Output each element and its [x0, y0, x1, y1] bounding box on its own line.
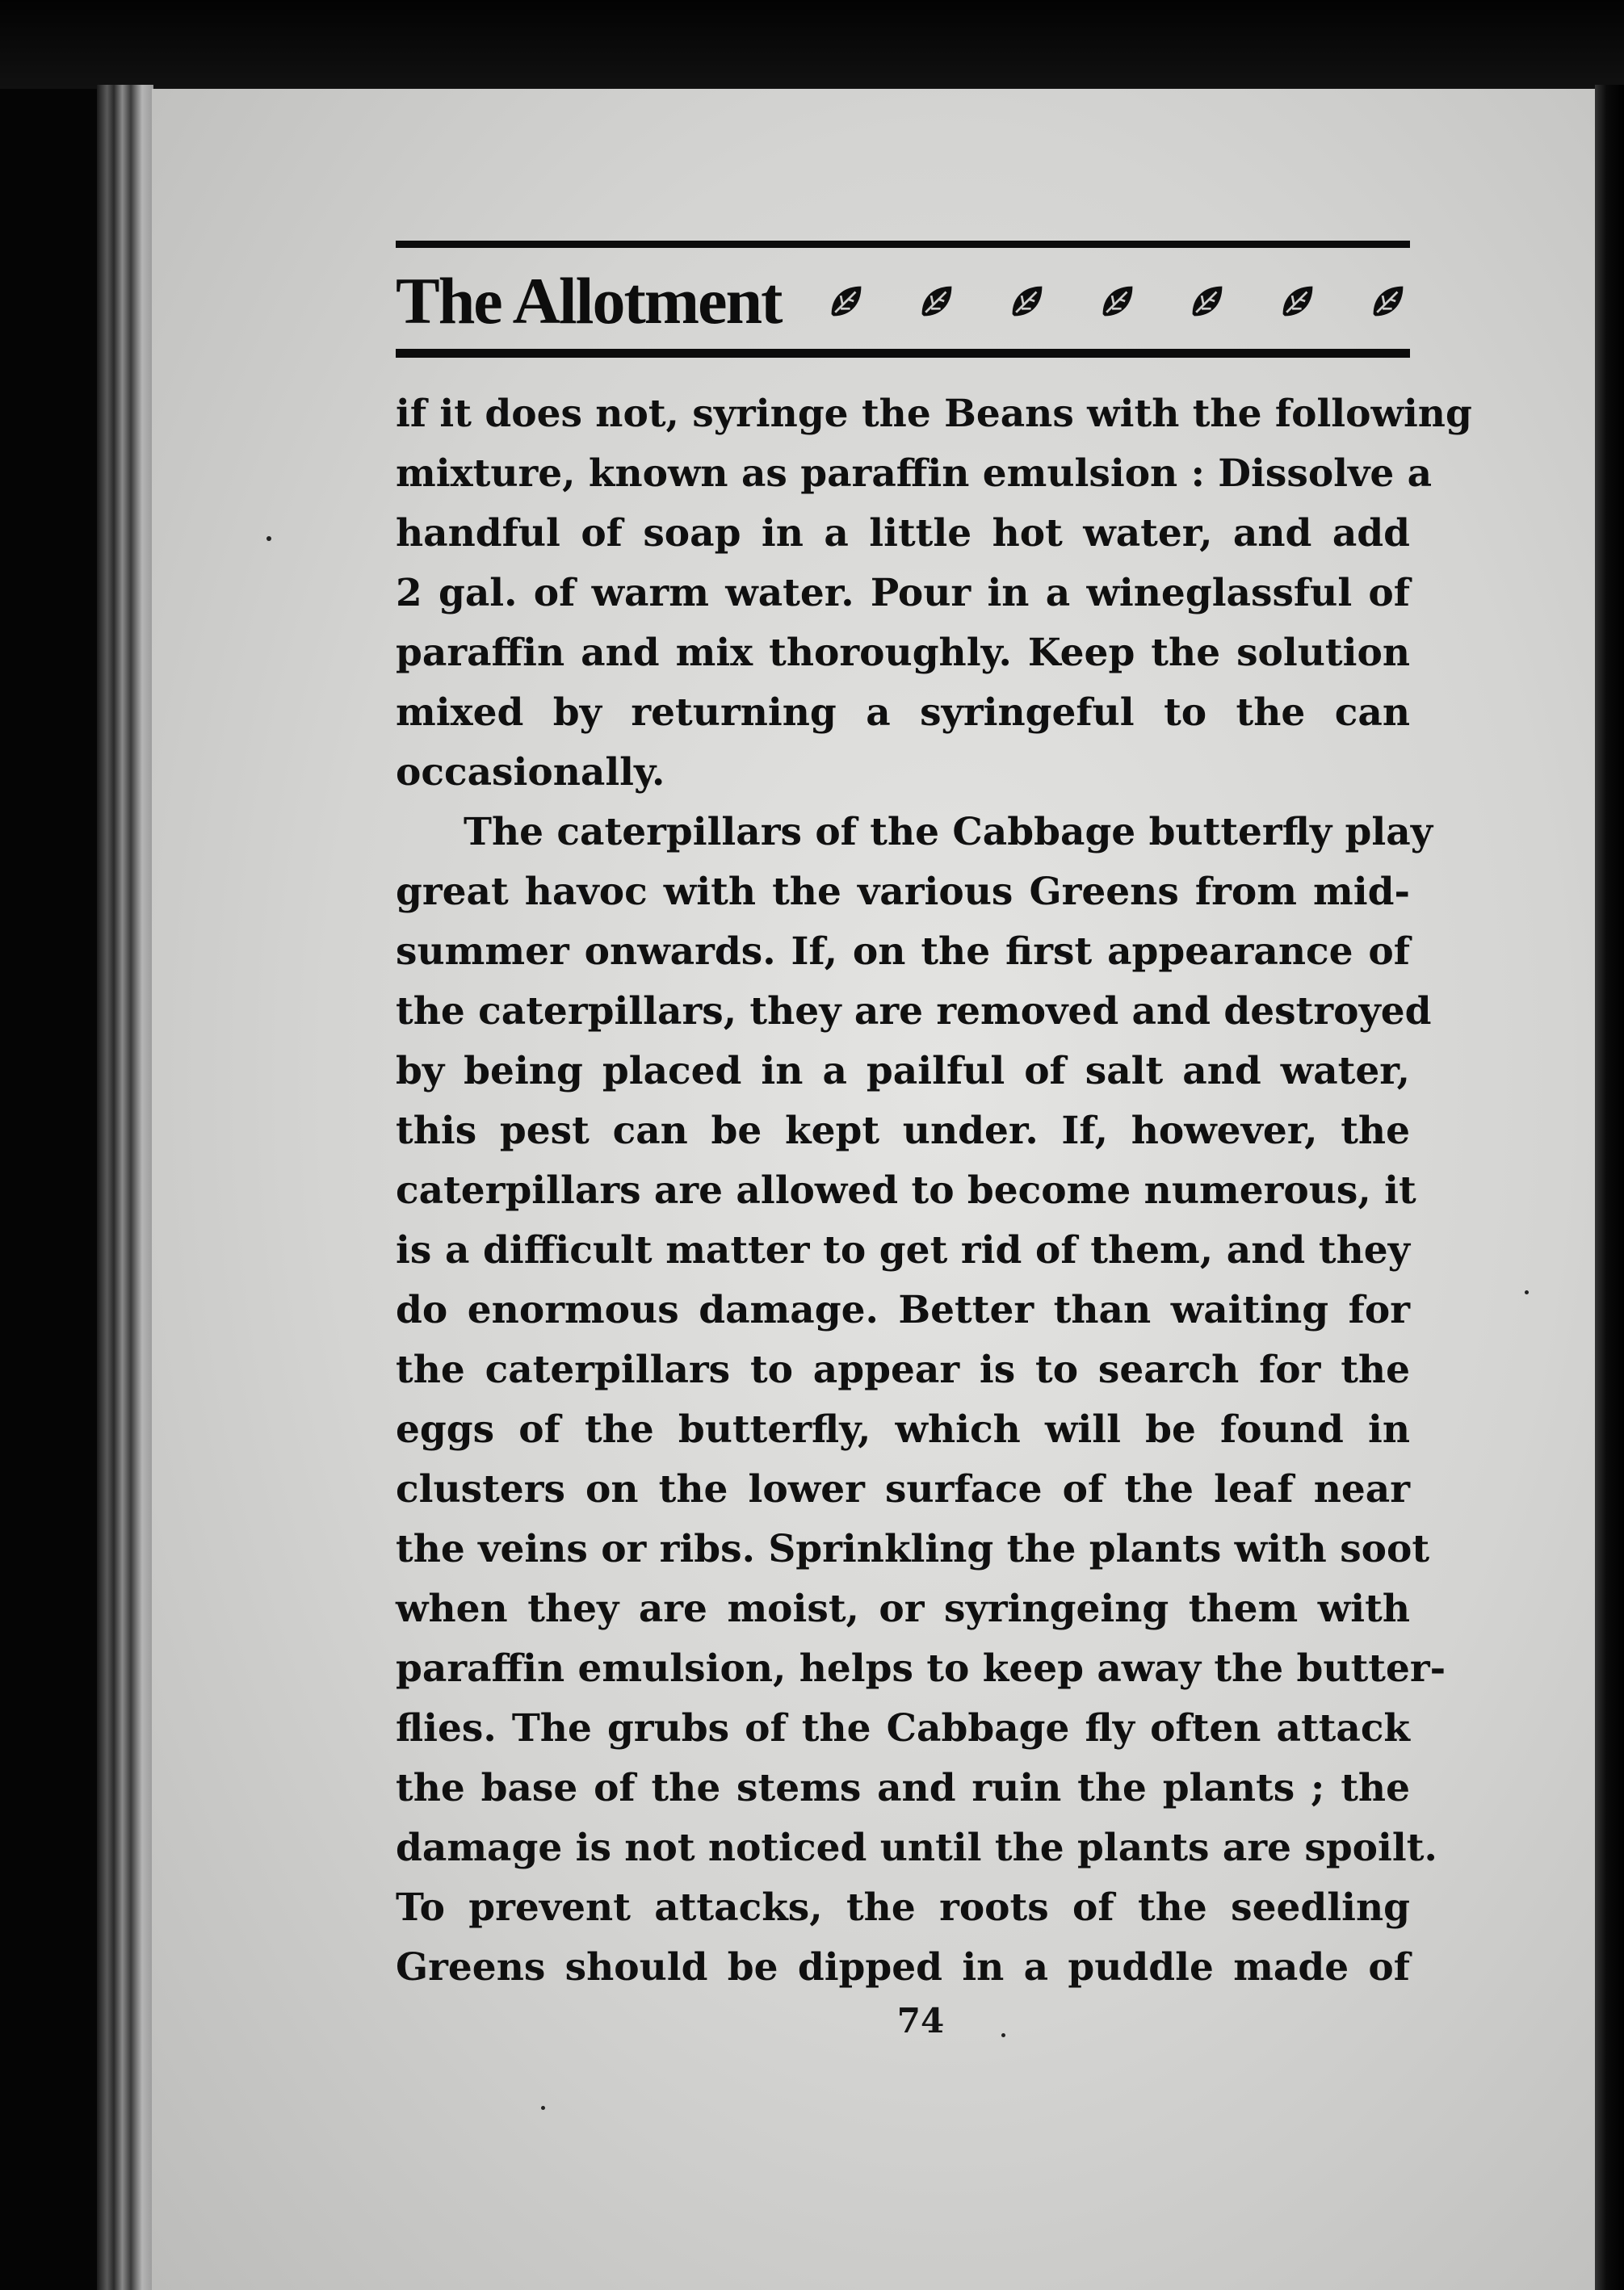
- header-rule-bottom: [396, 349, 1410, 358]
- text-line: The caterpillars of the Cabbage butterfly play: [464, 810, 1433, 854]
- leaf-ornament-icon: [828, 283, 865, 320]
- text-line: when they are moist, or syringeing them with: [396, 1587, 1410, 1631]
- text-line: clusters on the lower surface of the leaf near: [396, 1467, 1410, 1512]
- text-line: caterpillars are allowed to become numerous, it: [396, 1168, 1416, 1213]
- page-right-edge-shadow: [1595, 85, 1624, 2290]
- text-line: do enormous damage. Better than waiting for: [396, 1288, 1410, 1332]
- book-binding-edge: [97, 85, 153, 2290]
- text-line: 2 gal. of warm water. Pour in a wineglassful of: [396, 571, 1410, 615]
- leaf-ornament-icon: [1099, 283, 1136, 320]
- body-text: [396, 384, 1472, 1998]
- text-line: paraffin emulsion, helps to keep away the butter-: [396, 1646, 1446, 1691]
- text-line: To prevent attacks, the roots of the seedling: [396, 1885, 1410, 1930]
- scan-speck: [1525, 1290, 1529, 1294]
- running-head-title: The Allotment: [396, 264, 782, 338]
- page-number: 74: [896, 2001, 945, 2040]
- text-line: paraffin and mix thoroughly. Keep the solution: [396, 631, 1410, 675]
- leaf-ornament-icon: [1009, 283, 1046, 320]
- leaf-ornament-icon: [1189, 283, 1226, 320]
- text-line: occasionally.: [396, 750, 665, 795]
- text-line: the caterpillars, they are removed and destroyed: [396, 989, 1432, 1034]
- text-line: the veins or ribs. Sprinkling the plants with soot: [396, 1527, 1430, 1571]
- leaf-ornament-icon: [918, 283, 955, 320]
- text-line: summer onwards. If, on the first appearance of: [396, 929, 1410, 974]
- text-line: handful of soap in a little hot water, and add: [396, 511, 1410, 556]
- text-line: is a difficult matter to get rid of them, and they: [396, 1228, 1410, 1273]
- leaf-ornament-row: [828, 283, 1410, 320]
- leaf-ornament-icon: [1370, 283, 1407, 320]
- header-rule-top: [396, 241, 1410, 248]
- text-line: if it does not, syringe the Beans with the following: [396, 392, 1472, 436]
- text-line: this pest can be kept under. If, however, the: [396, 1109, 1410, 1153]
- text-line: damage is not noticed until the plants are spoilt.: [396, 1826, 1437, 1870]
- text-line: great havoc with the various Greens from mid-: [396, 870, 1410, 914]
- text-line: eggs of the butterfly, which will be found in: [396, 1407, 1410, 1452]
- text-line: the caterpillars to appear is to search for the: [396, 1348, 1410, 1392]
- text-line: flies. The grubs of the Cabbage fly often attack: [396, 1706, 1410, 1751]
- leaf-ornament-icon: [1279, 283, 1316, 320]
- text-line: the base of the stems and ruin the plants ; the: [396, 1766, 1410, 1810]
- scan-speck: [541, 2106, 545, 2110]
- scan-background-top: [0, 0, 1624, 89]
- running-head: [396, 257, 1410, 346]
- text-line: Greens should be dipped in a puddle made of: [396, 1945, 1410, 1990]
- text-line: by being placed in a pailful of salt and water,: [396, 1049, 1410, 1093]
- scan-speck: [266, 536, 271, 541]
- scan-speck: [1001, 2033, 1005, 2037]
- text-line: mixed by returning a syringeful to the can: [396, 690, 1410, 735]
- text-line: mixture, known as paraffin emulsion : Dissolve a: [396, 451, 1433, 496]
